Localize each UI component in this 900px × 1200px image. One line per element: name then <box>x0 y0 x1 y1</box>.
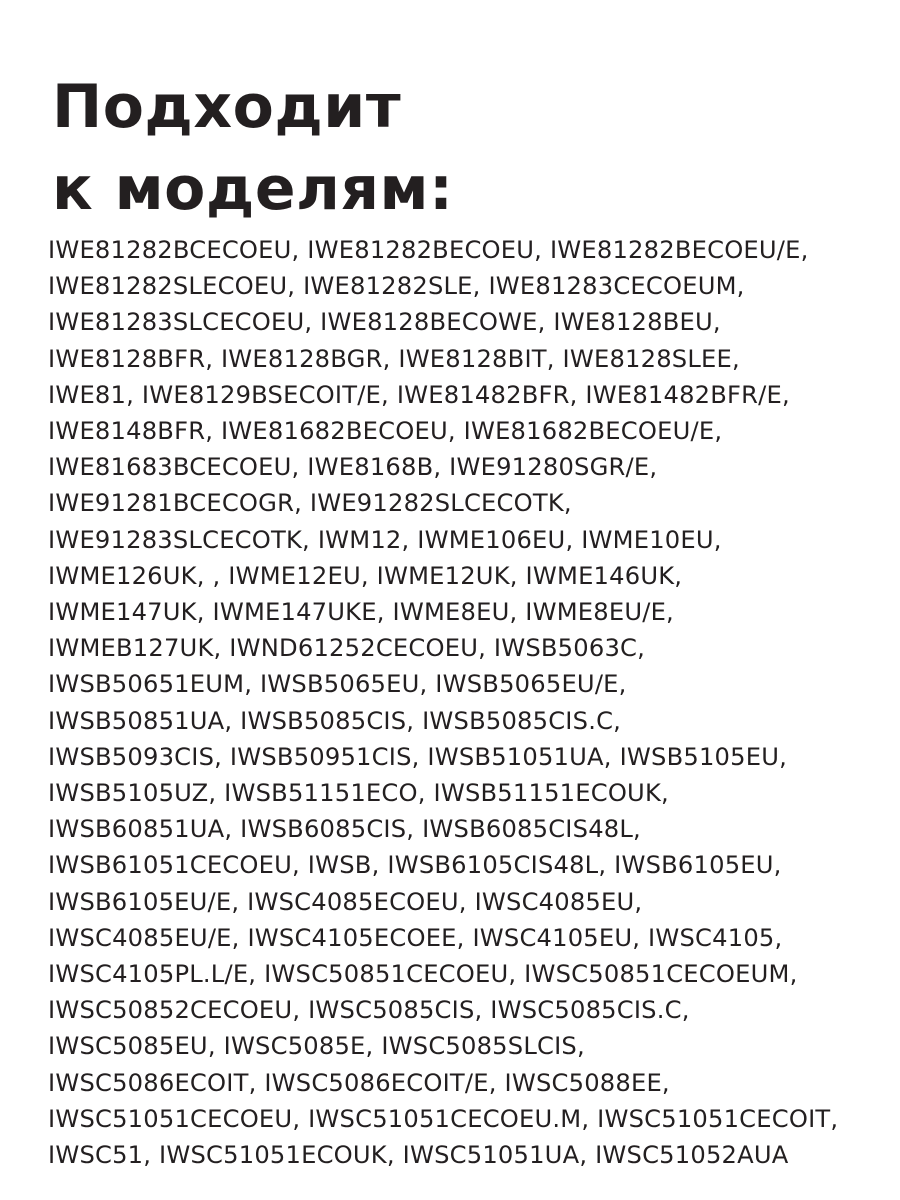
model-line: IWSB60851UA, IWSB6085CIS, IWSB6085CIS48L, <box>48 815 641 844</box>
model-line: IWE91283SLCECOTK, IWM12, IWME106EU, IWME10EU, <box>48 525 722 554</box>
model-line: IWSC4085EU/E, IWSC4105ECOEE, IWSC4105EU, IWSC4105, <box>48 923 783 952</box>
model-line: IWE81282BCECOEU, IWE81282BECOEU, IWE81282BECOEU/E, <box>48 236 809 264</box>
model-line: IWE91281BCECOGR, IWE91282SLCECOTK, <box>48 489 572 518</box>
model-line: IWE81282SLECOEU, IWE81282SLE, IWE81283CECOEUM, <box>48 272 745 301</box>
model-line: IWSB50851UA, IWSB5085CIS, IWSB5085CIS.C, <box>48 706 622 735</box>
model-line: IWSC5086ECOIT, IWSC5086ECOIT/E, IWSC5088EE, <box>48 1068 670 1097</box>
page-heading <box>52 66 454 230</box>
model-line: IWSC5085EU, IWSC5085E, IWSC5085SLCIS, <box>48 1032 585 1061</box>
model-list <box>48 232 894 1173</box>
model-line: IWSB50651EUM, IWSB5065EU, IWSB5065EU/E, <box>48 670 627 699</box>
model-line: IWSC50852CECOEU, IWSC5085CIS, IWSC5085CIS.C, <box>48 996 690 1025</box>
model-line: IWSC51051CECOEU, IWSC51051CECOEU.M, IWSC51051CECOIT, <box>48 1104 839 1133</box>
model-line: IWE81683BCECOEU, IWE8168B, IWE91280SGR/E, <box>48 453 658 482</box>
model-line: IWE81283SLCECOEU, IWE8128BECOWE, IWE8128BEU, <box>48 308 721 337</box>
model-line: IWSB5105UZ, IWSB51151ECO, IWSB51151ECOUK, <box>48 779 669 808</box>
model-line: IWE81, IWE8129BSECOIT/E, IWE81482BFR, IWE81482BFR/E, <box>48 380 790 409</box>
heading-line-1: Подходит <box>52 72 402 142</box>
model-line: IWSB5093CIS, IWSB50951CIS, IWSB51051UA, IWSB5105EU, <box>48 742 787 771</box>
model-line: IWME126UK, , IWME12EU, IWME12UK, IWME146UK, <box>48 561 683 590</box>
model-line: IWE8128BFR, IWE8128BGR, IWE8128BIT, IWE8128SLEE, <box>48 344 740 373</box>
heading-line-2: к моделям: <box>52 154 454 224</box>
model-line: IWME147UK, IWME147UKE, IWME8EU, IWME8EU/E, <box>48 598 674 627</box>
model-line: IWMEB127UK, IWND61252CECOEU, IWSB5063C, <box>48 634 646 663</box>
model-line: IWSC51, IWSC51051ECOUK, IWSC51051UA, IWSC51052AUA <box>48 1141 789 1170</box>
model-line: IWE8148BFR, IWE81682BECOEU, IWE81682BECOEU/E, <box>48 417 723 446</box>
model-line: IWSC4105PL.L/E, IWSC50851CECOEU, IWSC50851CECOEUM, <box>48 960 798 989</box>
model-line: IWSB61051CECOEU, IWSB, IWSB6105CIS48L, IWSB6105EU, <box>48 851 782 880</box>
model-line: IWSB6105EU/E, IWSC4085ECOEU, IWSC4085EU, <box>48 887 643 916</box>
